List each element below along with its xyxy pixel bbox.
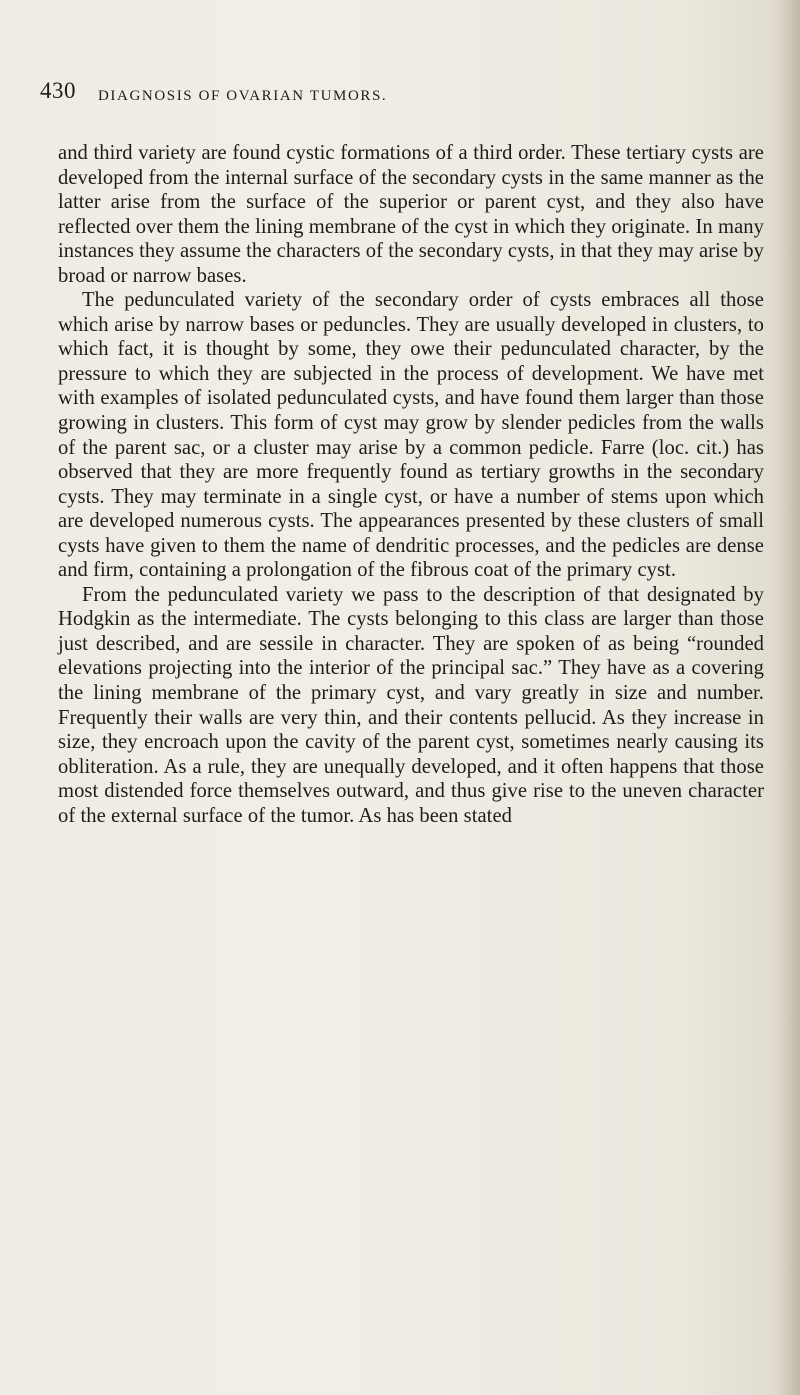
page-header — [40, 78, 760, 118]
page-edge-shadow — [778, 0, 800, 1395]
paragraph-pedunculated-variety: The pedunculated variety of the secondary order of cysts embraces all those which arise by narrow bases or peduncles. They are usually developed in clusters, to which fact, it is thought by some, they owe their pedunculated character, by the pressure to which they are subjected in the process of development. We have met with examples of isolated pedunculated cysts, and have found them larger than those growing in clusters. This form of cyst may grow by slender pedicles from the walls of the parent sac, or a cluster may arise by a common pedicle. Farre (loc. cit.) has observed that they are more frequently found as tertiary growths in the secondary cysts. They may terminate in a single cyst, or have a number of stems upon which are developed numerous cysts. The appearances presented by these clusters of small cysts have given to them the name of dendritic processes, and the pedicles are dense and firm, containing a prolongation of the fibrous coat of the primary cyst. — [58, 289, 764, 582]
running-head: DIAGNOSIS OF OVARIAN TUMORS. — [98, 88, 388, 104]
body-text — [58, 141, 764, 828]
paragraph-intermediate-variety: From the pedunculated variety we pass to the description of that designated by Hodgkin as the intermediate. The cysts belonging to this class are larger than those just described, and are sessile in character. They are spoken of as being “rounded elevations projecting into the interior of the principal sac.” They have as a covering the lining membrane of the primary cyst, and vary greatly in size and number. Frequently their walls are very thin, and their contents pellucid. As they increase in size, they encroach upon the cavity of the parent cyst, sometimes nearly causing its obliteration. As a rule, they are unequally developed, and it often happens that those most distended force themselves outward, and thus give rise to the uneven character of the external surface of the tumor. As has been stated — [58, 583, 764, 827]
paragraph-continued: and third variety are found cystic formations of a third order. These tertiary cysts are developed from the internal surface of the secondary cysts in the same manner as the latter arise from the surface of the superior or parent cyst, and they also have reflected over them the lining membrane of the cyst in which they originate. In many instances they assume the characters of the secondary cysts, in that they may arise by broad or narrow bases. — [58, 142, 764, 287]
page-number: 430 — [40, 78, 76, 103]
